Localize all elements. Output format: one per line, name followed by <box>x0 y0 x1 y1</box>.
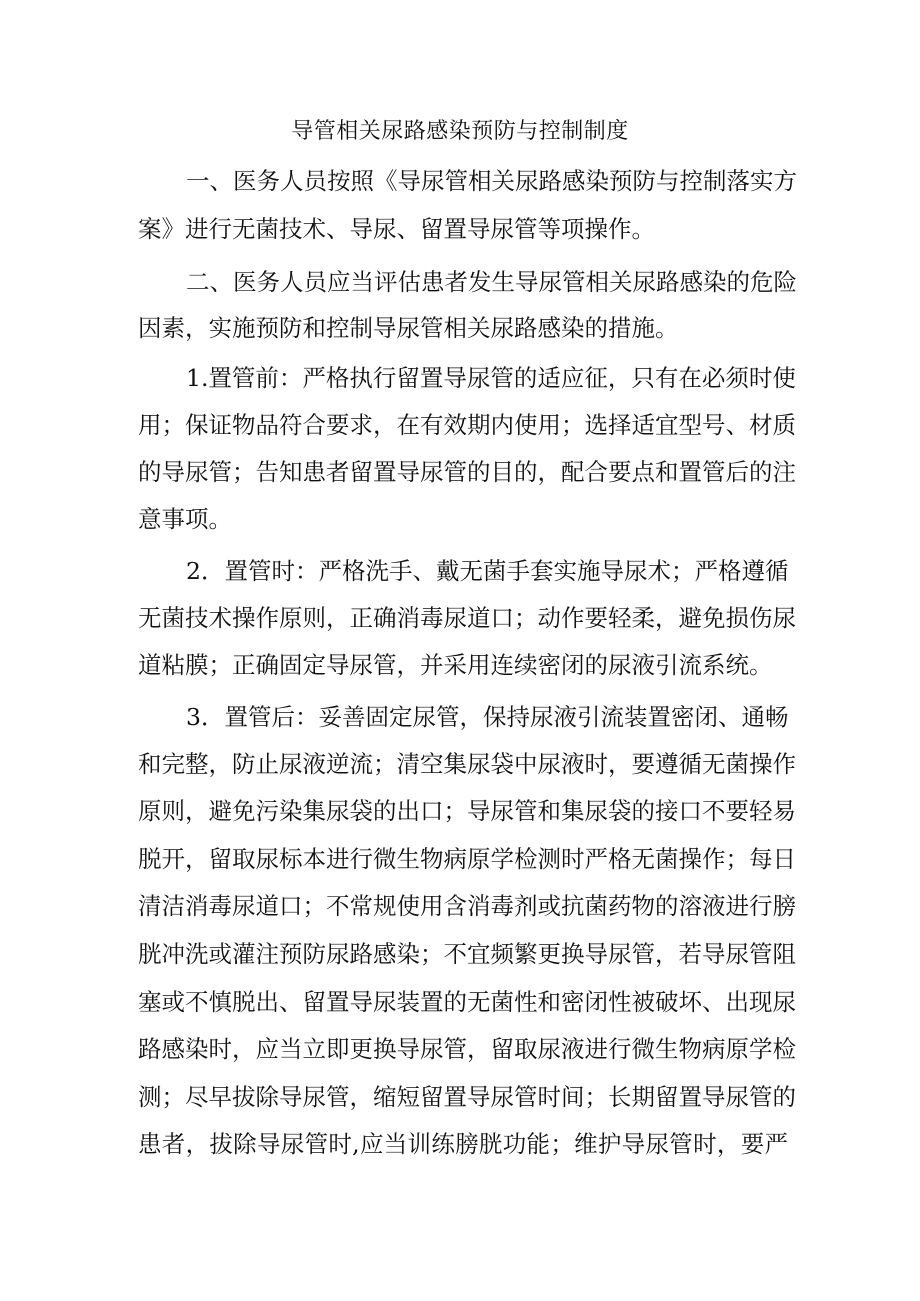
paragraph-line: 胱冲洗或灌注预防尿路感染；不宜频繁更换导尿管，若导尿管阻 <box>138 940 796 968</box>
paragraph-line: 和完整，防止尿液逆流；清空集尿袋中尿液时，要遵循无菌操作 <box>138 750 796 778</box>
page-title: 导管相关尿路感染预防与控制制度 <box>291 119 629 144</box>
paragraph-line: 无菌技术操作原则，正确消毒尿道口；动作要轻柔，避免损伤尿 <box>138 604 796 632</box>
paragraph-line: 道粘膜；正确固定导尿管，并采用连续密闭的尿液引流系统。 <box>138 651 773 679</box>
paragraph-line: 1.置管前：严格执行留置导尿管的适应征，只有在必须时使 <box>186 364 796 392</box>
paragraph-line: 原则，避免污染集尿袋的出口；导尿管和集尿袋的接口不要轻易 <box>138 797 796 825</box>
paragraph-line: 3．置管后：妥善固定尿管，保持尿液引流装置密闭、通畅 <box>186 703 789 731</box>
paragraph-line: 因素，实施预防和控制导尿管相关尿路感染的措施。 <box>138 314 679 342</box>
paragraph-line: 脱开，留取尿标本进行微生物病原学检测时严格无菌操作；每日 <box>138 845 796 873</box>
paragraph-line: 测；尽早拔除导尿管，缩短留置导尿管时间；长期留置导尿管的 <box>138 1083 796 1111</box>
paragraph-line: 2．置管时：严格洗手、戴无菌手套实施导尿术；严格遵循 <box>186 557 789 585</box>
paragraph-line: 路感染时，应当立即更换导尿管，留取尿液进行微生物病原学检 <box>138 1035 796 1063</box>
paragraph-line: 塞或不慎脱出、留置导尿装置的无菌性和密闭性被破坏、出现尿 <box>138 988 796 1016</box>
paragraph-line: 用；保证物品符合要求，在有效期内使用；选择适宜型号、材质 <box>138 411 796 439</box>
paragraph-line: 患者，拔除导尿管时,应当训练膀胱功能；维护导尿管时，要严 <box>138 1130 788 1158</box>
paragraph-line: 清洁消毒尿道口；不常规使用含消毒剂或抗菌药物的溶液进行膀 <box>138 892 796 920</box>
paragraph-line: 一、医务人员按照《导尿管相关尿路感染预防与控制落实方 <box>186 167 797 195</box>
paragraph-line: 意事项。 <box>138 505 232 533</box>
paragraph-line: 的导尿管；告知患者留置导尿管的目的，配合要点和置管后的注 <box>138 458 796 486</box>
paragraph-line: 二、医务人员应当评估患者发生导尿管相关尿路感染的危险 <box>186 268 797 296</box>
paragraph-line: 案》进行无菌技术、导尿、留置导尿管等项操作。 <box>138 215 655 243</box>
